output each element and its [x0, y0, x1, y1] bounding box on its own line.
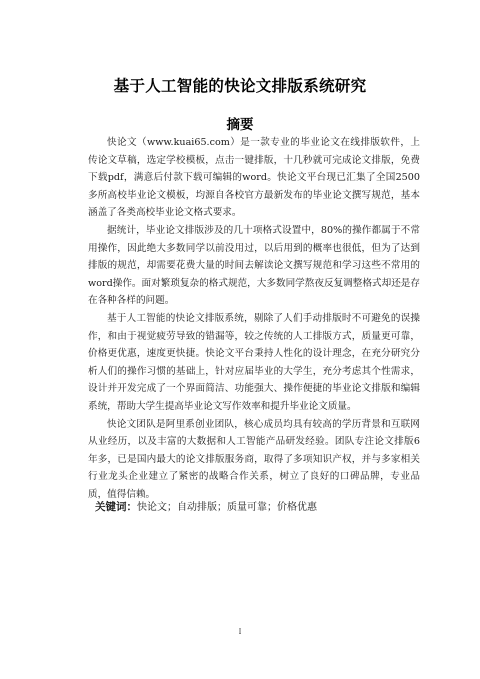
- abstract-paragraph: 据统计，毕业论文排版涉及的几十项格式设置中，80%的操作都属于不常用操作，因此绝大多数同学以前没用过，以后用到的概率也很低，但为了达到排版的规范，却需要花费大量的时间去解读论文撰写规范和学习这些不常用的word操作。面对繁琐复杂的格式规范，大多数同学熬夜反复调整格式却还是存在各种各样的问题。: [88, 224, 420, 307]
- abstract-heading: 摘要: [226, 117, 254, 133]
- document-title: 基于人工智能的快论文排版系统研究: [113, 77, 367, 95]
- abstract-paragraph: 快论文（www.kuai65.com）是一款专业的毕业论文在线排版软件，上传论文草稿，选定学校模板，点击一键排版，十几秒就可完成论文排版，免费下载pdf，满意后付款下载可编辑的word。快论文平台现已汇集了全国2500多所高校毕业论文模板，均源自各校官方最新发布的毕业论文撰写规范，基本涵盖了各类高校毕业论文格式要求。: [88, 137, 420, 219]
- keywords-line: [95, 498, 317, 517]
- abstract-paragraph: 基于人工智能的快论文排版系统，剔除了人们手动排版时不可避免的误操作，和由于视觉疲劳导致的错漏等，较之传统的人工排版方式，质量更可靠，价格更优惠，速度更快捷。快论文平台秉持人性化的设计理念，在充分研究分析人们的操作习惯的基础上，针对应届毕业的大学生，充分考虑其个性需求，设计并开发完成了一个界面简洁、功能强大、操作便捷的毕业论文排版和编辑系统，帮助大学生提高毕业论文写作效率和提升毕业论文质量。: [88, 312, 420, 412]
- abstract-paragraph: 快论文团队是阿里系创业团队，核心成员均具有较高的学历背景和互联网从业经历，以及丰富的大数据和人工智能产品研发经验。团队专注论文排版6年多，已是国内最大的论文排版服务商，取得了多项知识产权，并与多家相关行业龙头企业建立了紧密的战略合作关系，树立了良好的口碑品牌，专业品质，值得信赖。: [88, 418, 420, 500]
- keywords-label: 关键词：: [95, 501, 137, 513]
- keywords-text: 快论文；自动排版；质量可靠；价格优惠: [137, 502, 317, 513]
- page-number: I: [238, 628, 242, 636]
- abstract-body: [88, 134, 420, 503]
